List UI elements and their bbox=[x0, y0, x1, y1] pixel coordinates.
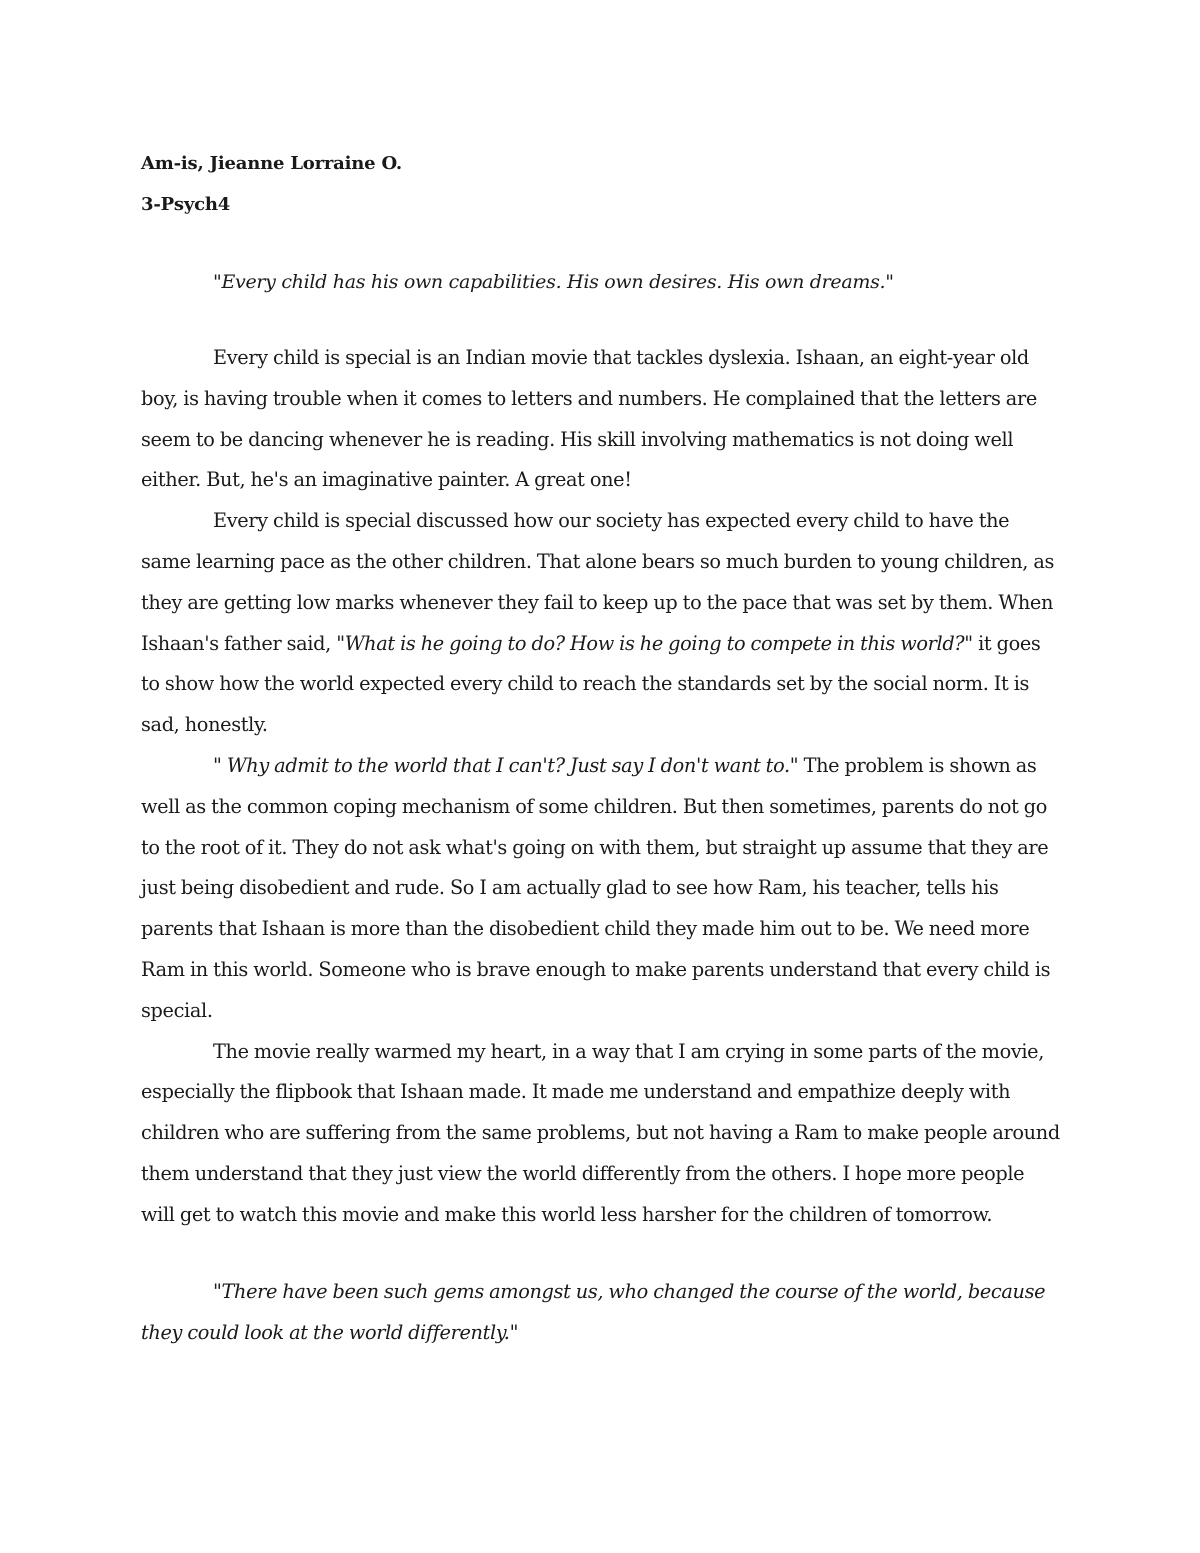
essay-body bbox=[141, 338, 1061, 1236]
class-section: 3-Psych4 bbox=[141, 194, 231, 215]
paragraph-4: The movie really warmed my heart, in a way that I am crying in some parts of the movie, especially the flipbook that Ishaan made. It made me understand and empathize deeply with children who are suffering from the same problems, but not having a Ram to make people around them understand that they just view the world differently from the others. I hope more people will get to watch this movie and make this world less harsher for the children of tomorrow. bbox=[141, 1039, 1060, 1226]
paragraph-1: Every child is special is an Indian movie that tackles dyslexia. Ishaan, an eight-year old boy, is having trouble when it comes to letters and numbers. He complained that the letters are seem to be dancing whenever he is reading. His skill involving mathematics is not doing well either. But, he's an imaginative painter. A great one! bbox=[141, 346, 1037, 492]
paragraph-2-after: it goes to show how the world expected every child to reach the standards set by the social norm. It is sad, honestly. bbox=[141, 631, 1041, 737]
closing-quote: "There have been such gems amongst us, who changed the course of the world, because they could look at the world differently." bbox=[141, 1280, 1046, 1344]
paragraph-3 bbox=[141, 746, 1061, 1032]
document-header bbox=[141, 143, 1061, 225]
paragraph-3-before: " bbox=[213, 753, 227, 777]
paragraph-2 bbox=[141, 501, 1061, 746]
opening-quote: "Every child has his own capabilities. His own desires. His own dreams." bbox=[213, 271, 894, 293]
paragraph-2-before: Every child is special discussed how our society has expected every child to have the same learning pace as the other children. That alone bears so much burden to young children, as they are getting low marks whenever they fail to keep up to the pace that was set by them. When Ishaan's father said, bbox=[141, 509, 1055, 655]
paragraph-3-quote: Why admit to the world that I can't? Just say I don't want to." bbox=[226, 753, 799, 777]
paragraph-3-after: The problem is shown as well as the common coping mechanism of some children. But then sometimes, parents do not go to the root of it. They do not ask what's going on with them, but straight up assume that they are just being disobedient and rude. So I am actually glad to see how Ram, his teacher, tells his parents that Ishaan is more than the disobedient child they made him out to be. We need more Ram in this world. Someone who is brave enough to make parents understand that every child is special. bbox=[141, 753, 1051, 1022]
author-name: Am-is, Jieanne Lorraine O. bbox=[141, 153, 402, 174]
paragraph-2-quote: "What is he going to do? How is he going to compete in this world?" bbox=[336, 631, 973, 655]
